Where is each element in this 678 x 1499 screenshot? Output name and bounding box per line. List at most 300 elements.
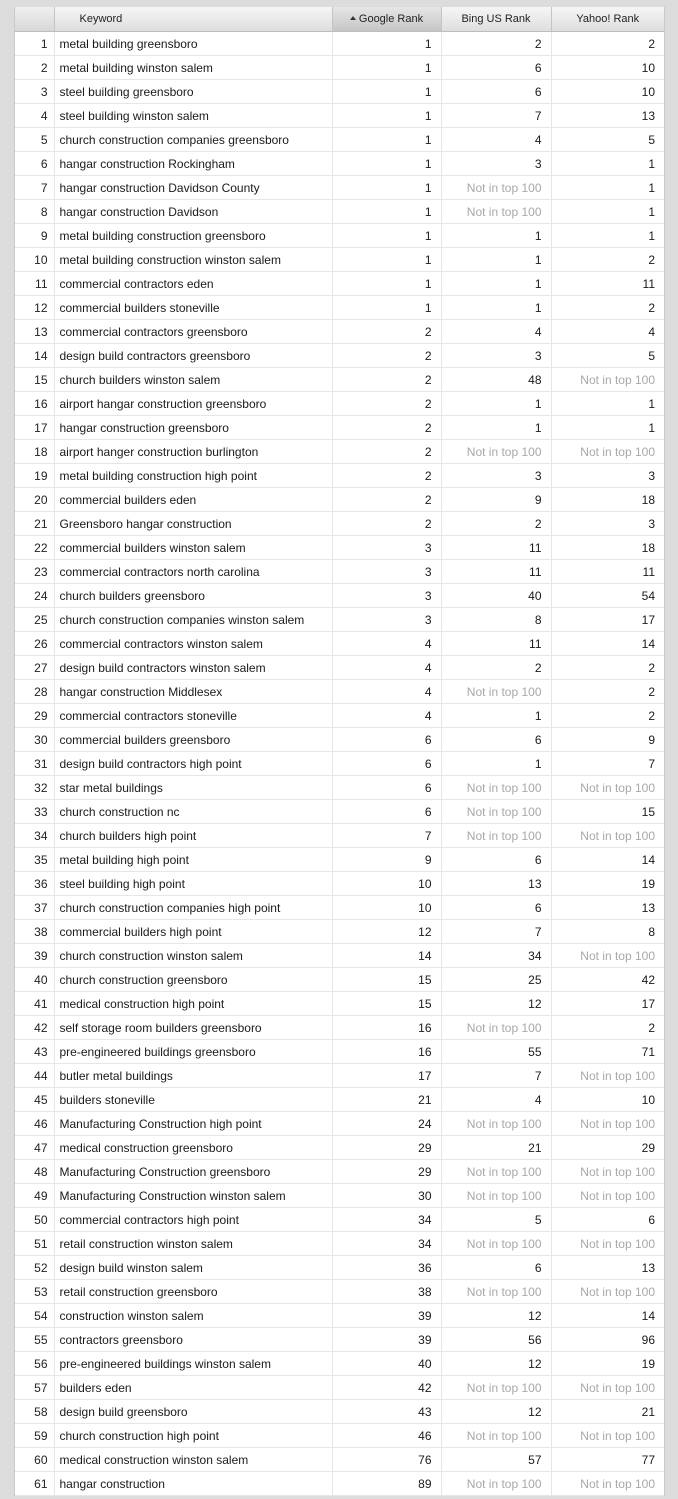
bing-rank-cell: 56 — [441, 1328, 551, 1352]
table-row[interactable] — [15, 824, 664, 848]
google-rank-cell: 1 — [332, 104, 441, 128]
row-number: 40 — [15, 968, 54, 992]
row-number: 60 — [15, 1448, 54, 1472]
keyword-cell: design build winston salem — [54, 1256, 332, 1280]
row-number: 39 — [15, 944, 54, 968]
row-number: 7 — [15, 176, 54, 200]
google-rank-cell: 2 — [332, 440, 441, 464]
google-rank-cell: 29 — [332, 1136, 441, 1160]
yahoo-rank-cell: 14 — [551, 632, 664, 656]
keyword-cell: church builders greensboro — [54, 584, 332, 608]
bing-rank-cell: 4 — [441, 1088, 551, 1112]
table-row[interactable] — [15, 1448, 664, 1472]
keyword-cell: Manufacturing Construction greensboro — [54, 1160, 332, 1184]
google-rank-cell: 1 — [332, 152, 441, 176]
bing-rank-cell: Not in top 100 — [441, 1016, 551, 1040]
yahoo-rank-cell: Not in top 100 — [551, 1424, 664, 1448]
bing-rank-cell: 11 — [441, 632, 551, 656]
keyword-cell: airport hangar construction greensboro — [54, 392, 332, 416]
row-number: 47 — [15, 1136, 54, 1160]
google-rank-cell: 9 — [332, 848, 441, 872]
keyword-cell: metal building high point — [54, 848, 332, 872]
google-rank-cell: 34 — [332, 1232, 441, 1256]
table-row[interactable] — [15, 296, 664, 320]
google-rank-cell: 3 — [332, 608, 441, 632]
keyword-cell: medical construction winston salem — [54, 1448, 332, 1472]
google-rank-cell: 36 — [332, 1256, 441, 1280]
row-number: 37 — [15, 896, 54, 920]
keyword-cell: Manufacturing Construction winston salem — [54, 1184, 332, 1208]
table-row[interactable] — [15, 728, 664, 752]
row-number: 3 — [15, 80, 54, 104]
row-number: 46 — [15, 1112, 54, 1136]
row-number: 49 — [15, 1184, 54, 1208]
row-number: 36 — [15, 872, 54, 896]
keyword-cell: commercial contractors greensboro — [54, 320, 332, 344]
keyword-cell: church construction companies greensboro — [54, 128, 332, 152]
keyword-cell: commercial contractors winston salem — [54, 632, 332, 656]
google-rank-cell: 6 — [332, 728, 441, 752]
yahoo-rank-cell: 4 — [551, 320, 664, 344]
yahoo-rank-cell: 2 — [551, 1016, 664, 1040]
table-row[interactable] — [15, 368, 664, 392]
google-rank-cell: 6 — [332, 800, 441, 824]
bing-rank-cell: 6 — [441, 80, 551, 104]
bing-rank-cell: 2 — [441, 656, 551, 680]
table-row[interactable] — [15, 1352, 664, 1376]
row-number: 20 — [15, 488, 54, 512]
bing-rank-cell: 3 — [441, 152, 551, 176]
yahoo-rank-cell: 1 — [551, 392, 664, 416]
row-number: 27 — [15, 656, 54, 680]
google-rank-cell: 12 — [332, 920, 441, 944]
yahoo-rank-cell: 29 — [551, 1136, 664, 1160]
bing-rank-cell: 7 — [441, 104, 551, 128]
keyword-cell: commercial builders eden — [54, 488, 332, 512]
yahoo-rank-cell: 7 — [551, 752, 664, 776]
keyword-cell: commercial contractors eden — [54, 272, 332, 296]
table-row[interactable] — [15, 32, 664, 56]
keyword-cell: airport hanger construction burlington — [54, 440, 332, 464]
yahoo-rank-cell: Not in top 100 — [551, 1280, 664, 1304]
keyword-cell: commercial builders greensboro — [54, 728, 332, 752]
yahoo-rank-cell: Not in top 100 — [551, 1112, 664, 1136]
bing-rank-cell: Not in top 100 — [441, 1472, 551, 1496]
keyword-cell: church construction high point — [54, 1424, 332, 1448]
table-row[interactable] — [15, 1376, 664, 1400]
table-row[interactable] — [15, 1400, 664, 1424]
table-row[interactable] — [15, 752, 664, 776]
row-number: 52 — [15, 1256, 54, 1280]
keyword-cell: Greensboro hangar construction — [54, 512, 332, 536]
google-rank-cell: 1 — [332, 128, 441, 152]
keyword-cell: builders eden — [54, 1376, 332, 1400]
table-row[interactable] — [15, 848, 664, 872]
google-rank-cell: 39 — [332, 1328, 441, 1352]
bing-rank-cell: Not in top 100 — [441, 1376, 551, 1400]
yahoo-rank-cell: 10 — [551, 56, 664, 80]
bing-rank-cell: 7 — [441, 1064, 551, 1088]
yahoo-rank-cell: 10 — [551, 80, 664, 104]
row-number: 11 — [15, 272, 54, 296]
table-row[interactable] — [15, 488, 664, 512]
row-number: 8 — [15, 200, 54, 224]
keyword-cell: medical construction greensboro — [54, 1136, 332, 1160]
table-row[interactable] — [15, 1232, 664, 1256]
column-header-google-rank[interactable] — [332, 7, 441, 32]
table-row[interactable] — [15, 1112, 664, 1136]
table-row[interactable] — [15, 896, 664, 920]
google-rank-cell: 38 — [332, 1280, 441, 1304]
table-row[interactable] — [15, 392, 664, 416]
table-row[interactable] — [15, 512, 664, 536]
row-number: 18 — [15, 440, 54, 464]
yahoo-rank-cell: 13 — [551, 896, 664, 920]
row-number: 24 — [15, 584, 54, 608]
keyword-cell: medical construction high point — [54, 992, 332, 1016]
bing-rank-cell: 3 — [441, 344, 551, 368]
table-header — [15, 7, 664, 32]
row-number: 6 — [15, 152, 54, 176]
yahoo-rank-cell: 5 — [551, 128, 664, 152]
table-row[interactable] — [15, 1208, 664, 1232]
google-rank-cell: 1 — [332, 200, 441, 224]
bing-rank-cell: 1 — [441, 392, 551, 416]
keyword-cell: church construction companies winston salem — [54, 608, 332, 632]
keyword-cell: hangar construction Davidson — [54, 200, 332, 224]
bing-rank-cell: 5 — [441, 1208, 551, 1232]
table-row[interactable] — [15, 104, 664, 128]
column-header-google-rank-label: Google Rank — [358, 13, 424, 25]
google-rank-cell: 1 — [332, 56, 441, 80]
bing-rank-cell: 1 — [441, 248, 551, 272]
bing-rank-cell: Not in top 100 — [441, 1424, 551, 1448]
row-number: 44 — [15, 1064, 54, 1088]
bing-rank-cell: 2 — [441, 32, 551, 56]
yahoo-rank-cell: 10 — [551, 1088, 664, 1112]
table-row[interactable] — [15, 1064, 664, 1088]
table-row[interactable] — [15, 248, 664, 272]
bing-rank-cell: 1 — [441, 224, 551, 248]
bing-rank-cell: Not in top 100 — [441, 1232, 551, 1256]
google-rank-cell: 3 — [332, 560, 441, 584]
keyword-cell: commercial contractors north carolina — [54, 560, 332, 584]
yahoo-rank-cell: 18 — [551, 488, 664, 512]
yahoo-rank-cell: 1 — [551, 176, 664, 200]
yahoo-rank-cell: Not in top 100 — [551, 1376, 664, 1400]
bing-rank-cell: 40 — [441, 584, 551, 608]
keyword-cell: design build contractors greensboro — [54, 344, 332, 368]
row-number: 1 — [15, 32, 54, 56]
yahoo-rank-cell: 77 — [551, 1448, 664, 1472]
google-rank-cell: 21 — [332, 1088, 441, 1112]
yahoo-rank-cell: 15 — [551, 800, 664, 824]
google-rank-cell: 2 — [332, 320, 441, 344]
bing-rank-cell: 6 — [441, 56, 551, 80]
bing-rank-cell: Not in top 100 — [441, 200, 551, 224]
google-rank-cell: 16 — [332, 1040, 441, 1064]
yahoo-rank-cell: Not in top 100 — [551, 1184, 664, 1208]
keyword-cell: hangar construction Rockingham — [54, 152, 332, 176]
yahoo-rank-cell: 8 — [551, 920, 664, 944]
row-number: 57 — [15, 1376, 54, 1400]
google-rank-cell: 4 — [332, 632, 441, 656]
keyword-cell: butler metal buildings — [54, 1064, 332, 1088]
table-body — [15, 32, 664, 1496]
table-row[interactable] — [15, 584, 664, 608]
table-row[interactable] — [15, 176, 664, 200]
table-row[interactable] — [15, 440, 664, 464]
google-rank-cell: 39 — [332, 1304, 441, 1328]
bing-rank-cell: Not in top 100 — [441, 800, 551, 824]
google-rank-cell: 1 — [332, 224, 441, 248]
google-rank-cell: 76 — [332, 1448, 441, 1472]
bing-rank-cell: 6 — [441, 728, 551, 752]
table-row[interactable] — [15, 656, 664, 680]
table-row[interactable] — [15, 608, 664, 632]
bing-rank-cell: 2 — [441, 512, 551, 536]
row-number: 50 — [15, 1208, 54, 1232]
sort-ascending-icon — [350, 16, 356, 20]
yahoo-rank-cell: Not in top 100 — [551, 824, 664, 848]
keyword-cell: star metal buildings — [54, 776, 332, 800]
yahoo-rank-cell: 71 — [551, 1040, 664, 1064]
row-number: 15 — [15, 368, 54, 392]
bing-rank-cell: 6 — [441, 848, 551, 872]
table-row[interactable] — [15, 56, 664, 80]
bing-rank-cell: Not in top 100 — [441, 680, 551, 704]
keyword-cell: steel building winston salem — [54, 104, 332, 128]
table-row[interactable] — [15, 224, 664, 248]
column-header-bing-rank[interactable]: Bing US Rank — [441, 7, 551, 32]
yahoo-rank-cell: 3 — [551, 464, 664, 488]
keyword-cell: church builders winston salem — [54, 368, 332, 392]
row-number: 45 — [15, 1088, 54, 1112]
keyword-cell: design build contractors high point — [54, 752, 332, 776]
header-row — [15, 7, 664, 32]
table-row[interactable] — [15, 152, 664, 176]
table-row[interactable] — [15, 1088, 664, 1112]
table-row[interactable] — [15, 200, 664, 224]
table-row[interactable] — [15, 992, 664, 1016]
yahoo-rank-cell: 14 — [551, 1304, 664, 1328]
row-number: 38 — [15, 920, 54, 944]
google-rank-cell: 1 — [332, 296, 441, 320]
google-rank-cell: 4 — [332, 704, 441, 728]
bing-rank-cell: 6 — [441, 1256, 551, 1280]
table-row[interactable] — [15, 1160, 664, 1184]
yahoo-rank-cell: 11 — [551, 272, 664, 296]
yahoo-rank-cell: 6 — [551, 1208, 664, 1232]
keyword-cell: metal building construction winston salem — [54, 248, 332, 272]
row-number: 42 — [15, 1016, 54, 1040]
yahoo-rank-cell: 13 — [551, 1256, 664, 1280]
google-rank-cell: 4 — [332, 680, 441, 704]
row-number: 30 — [15, 728, 54, 752]
google-rank-cell: 1 — [332, 272, 441, 296]
keyword-cell: Manufacturing Construction high point — [54, 1112, 332, 1136]
bing-rank-cell: 12 — [441, 992, 551, 1016]
row-number: 2 — [15, 56, 54, 80]
keyword-cell: commercial contractors stoneville — [54, 704, 332, 728]
table-row[interactable] — [15, 80, 664, 104]
bing-rank-cell: 12 — [441, 1304, 551, 1328]
table-row[interactable] — [15, 320, 664, 344]
table-row[interactable] — [15, 920, 664, 944]
yahoo-rank-cell: 1 — [551, 200, 664, 224]
row-number: 53 — [15, 1280, 54, 1304]
table-row[interactable] — [15, 1328, 664, 1352]
google-rank-cell: 6 — [332, 752, 441, 776]
row-number: 58 — [15, 1400, 54, 1424]
keyword-cell: hangar construction — [54, 1472, 332, 1496]
table-row[interactable] — [15, 464, 664, 488]
table-row[interactable] — [15, 680, 664, 704]
google-rank-cell: 2 — [332, 392, 441, 416]
table-row[interactable] — [15, 944, 664, 968]
bing-rank-cell: Not in top 100 — [441, 1160, 551, 1184]
google-rank-cell: 43 — [332, 1400, 441, 1424]
bing-rank-cell: 1 — [441, 416, 551, 440]
google-rank-cell: 1 — [332, 32, 441, 56]
keyword-cell: church construction nc — [54, 800, 332, 824]
table-row[interactable] — [15, 1040, 664, 1064]
table-row[interactable] — [15, 1424, 664, 1448]
bing-rank-cell: 1 — [441, 296, 551, 320]
row-number: 9 — [15, 224, 54, 248]
row-number: 17 — [15, 416, 54, 440]
google-rank-cell: 30 — [332, 1184, 441, 1208]
table-row[interactable] — [15, 704, 664, 728]
google-rank-cell: 2 — [332, 488, 441, 512]
table-row[interactable] — [15, 1256, 664, 1280]
yahoo-rank-cell: 54 — [551, 584, 664, 608]
bing-rank-cell: 25 — [441, 968, 551, 992]
google-rank-cell: 10 — [332, 896, 441, 920]
table-row[interactable] — [15, 632, 664, 656]
keyword-cell: metal building construction greensboro — [54, 224, 332, 248]
yahoo-rank-cell: 2 — [551, 680, 664, 704]
column-header-number[interactable] — [15, 7, 54, 32]
row-number: 21 — [15, 512, 54, 536]
row-number: 59 — [15, 1424, 54, 1448]
row-number: 14 — [15, 344, 54, 368]
yahoo-rank-cell: 2 — [551, 656, 664, 680]
yahoo-rank-cell: 17 — [551, 608, 664, 632]
table-row[interactable] — [15, 1016, 664, 1040]
google-rank-cell: 16 — [332, 1016, 441, 1040]
yahoo-rank-cell: 2 — [551, 32, 664, 56]
table-row[interactable] — [15, 416, 664, 440]
column-header-keyword[interactable]: Keyword — [54, 7, 332, 32]
table-row[interactable] — [15, 968, 664, 992]
google-rank-cell: 29 — [332, 1160, 441, 1184]
table-row[interactable] — [15, 776, 664, 800]
row-number: 54 — [15, 1304, 54, 1328]
row-number: 22 — [15, 536, 54, 560]
yahoo-rank-cell: 11 — [551, 560, 664, 584]
row-number: 34 — [15, 824, 54, 848]
keyword-cell: hangar construction greensboro — [54, 416, 332, 440]
table-row[interactable] — [15, 1472, 664, 1496]
table-row[interactable] — [15, 800, 664, 824]
keyword-cell: pre-engineered buildings greensboro — [54, 1040, 332, 1064]
row-number: 23 — [15, 560, 54, 584]
table-row[interactable] — [15, 536, 664, 560]
row-number: 33 — [15, 800, 54, 824]
yahoo-rank-cell: 18 — [551, 536, 664, 560]
bing-rank-cell: 12 — [441, 1352, 551, 1376]
bing-rank-cell: 11 — [441, 560, 551, 584]
bing-rank-cell: 55 — [441, 1040, 551, 1064]
bing-rank-cell: 8 — [441, 608, 551, 632]
yahoo-rank-cell: 2 — [551, 704, 664, 728]
yahoo-rank-cell: Not in top 100 — [551, 1472, 664, 1496]
table-row[interactable] — [15, 344, 664, 368]
bing-rank-cell: 21 — [441, 1136, 551, 1160]
google-rank-cell: 2 — [332, 512, 441, 536]
row-number: 4 — [15, 104, 54, 128]
google-rank-cell: 46 — [332, 1424, 441, 1448]
table-row[interactable] — [15, 272, 664, 296]
column-header-yahoo-rank[interactable]: Yahoo! Rank — [551, 7, 664, 32]
yahoo-rank-cell: 2 — [551, 248, 664, 272]
yahoo-rank-cell: Not in top 100 — [551, 440, 664, 464]
row-number: 26 — [15, 632, 54, 656]
keyword-cell: design build greensboro — [54, 1400, 332, 1424]
row-number: 43 — [15, 1040, 54, 1064]
bing-rank-cell: 34 — [441, 944, 551, 968]
table-row[interactable] — [15, 560, 664, 584]
row-number: 48 — [15, 1160, 54, 1184]
bing-rank-cell: Not in top 100 — [441, 1280, 551, 1304]
google-rank-cell: 10 — [332, 872, 441, 896]
google-rank-cell: 14 — [332, 944, 441, 968]
keyword-cell: commercial builders high point — [54, 920, 332, 944]
table-row[interactable] — [15, 1136, 664, 1160]
keyword-cell: metal building winston salem — [54, 56, 332, 80]
table-row[interactable] — [15, 1304, 664, 1328]
row-number: 19 — [15, 464, 54, 488]
bing-rank-cell: 12 — [441, 1400, 551, 1424]
bing-rank-cell: 3 — [441, 464, 551, 488]
table-row[interactable] — [15, 1184, 664, 1208]
keyword-cell: design build contractors winston salem — [54, 656, 332, 680]
yahoo-rank-cell: Not in top 100 — [551, 368, 664, 392]
row-number: 10 — [15, 248, 54, 272]
google-rank-cell: 1 — [332, 176, 441, 200]
bing-rank-cell: 1 — [441, 752, 551, 776]
table-row[interactable] — [15, 872, 664, 896]
google-rank-cell: 4 — [332, 656, 441, 680]
google-rank-cell: 6 — [332, 776, 441, 800]
bing-rank-cell: 57 — [441, 1448, 551, 1472]
keyword-cell: retail construction greensboro — [54, 1280, 332, 1304]
google-rank-cell: 40 — [332, 1352, 441, 1376]
keyword-cell: commercial builders winston salem — [54, 536, 332, 560]
keyword-cell: commercial contractors high point — [54, 1208, 332, 1232]
table-row[interactable] — [15, 128, 664, 152]
yahoo-rank-cell: Not in top 100 — [551, 1160, 664, 1184]
google-rank-cell: 89 — [332, 1472, 441, 1496]
bing-rank-cell: 4 — [441, 320, 551, 344]
row-number: 16 — [15, 392, 54, 416]
google-rank-cell: 15 — [332, 968, 441, 992]
table-row[interactable] — [15, 1280, 664, 1304]
yahoo-rank-cell: 17 — [551, 992, 664, 1016]
google-rank-cell: 2 — [332, 416, 441, 440]
google-rank-cell: 2 — [332, 464, 441, 488]
